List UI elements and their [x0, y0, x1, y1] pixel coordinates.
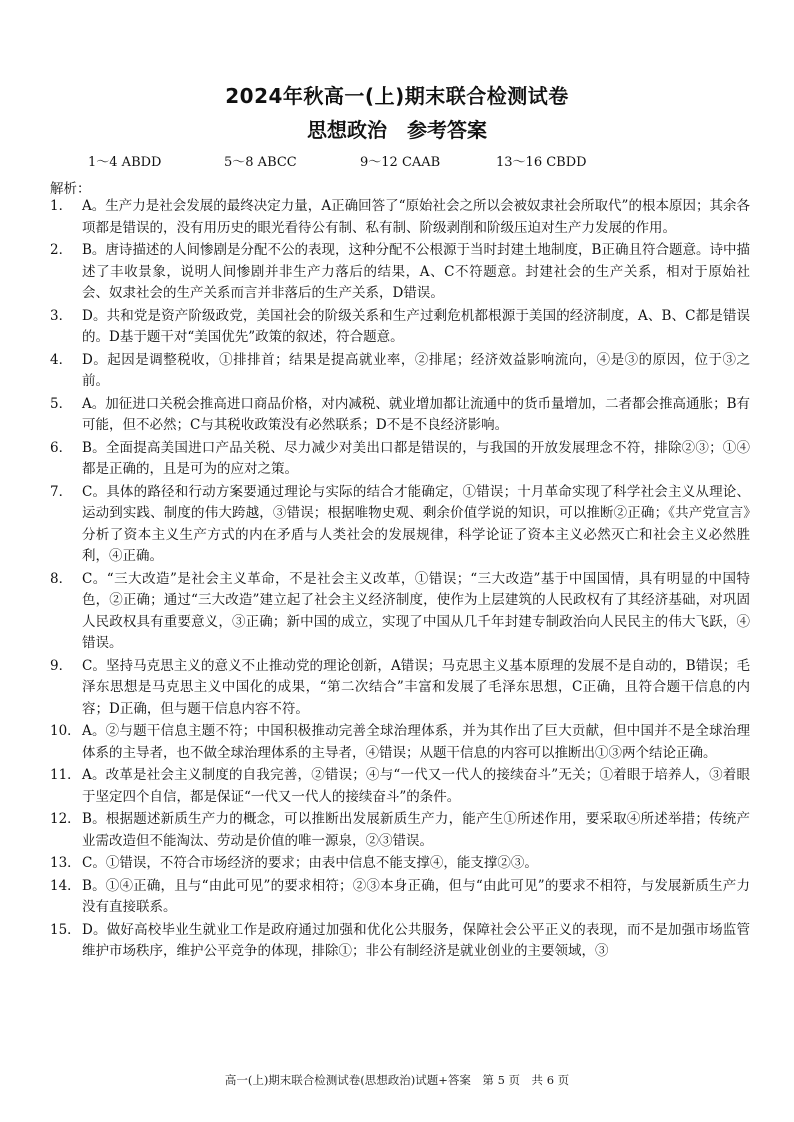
analysis-item	[50, 765, 750, 808]
item-text: C。具体的路径和行动方案要通过理论与实际的结合才能确定，①错误；十月革命实现了科学社会主义从理论、运动到实践、制度的伟大跨越，③错误；根据唯物史观、剩余价值学说的知识，可以推断②正确；《共产党宣言》分析了资本主义生产方式的内在矛盾与人类社会的发展规律，科学论证了资本主义必然灭亡和社会主义必然胜利，④正确。	[82, 483, 750, 564]
item-number: 5．	[50, 395, 73, 412]
item-number: 1．	[50, 198, 73, 214]
answer-group: 5～8 ABCC	[224, 155, 297, 170]
item-number: 10．	[50, 723, 81, 739]
analysis-item	[50, 920, 750, 963]
item-number: 11．	[50, 767, 81, 783]
item-text: D。共和党是资产阶级政党，美国社会的阶级关系和生产过剩危机都根源于美国的经济制度，A、B、C都是错误的。D基于题干对“美国优先”政策的叙述，符合题意。	[82, 307, 750, 345]
answer-group: 9～12 CAAB	[360, 155, 441, 170]
item-number: 3．	[50, 307, 73, 324]
item-number: 9．	[50, 657, 73, 674]
answer-key	[88, 151, 632, 170]
page-subtitle: 思想政治 参考答案	[307, 118, 487, 142]
analysis-item	[50, 196, 750, 239]
item-text: D。起因是调整税收，①排排首；结果是提高就业率，②排尾；经济效益影响流向，④是③的原因，位于③之前。	[82, 351, 750, 389]
item-text: B。全面提高美国进口产品关税、尽力减少对美出口都是错误的，与我国的开放发展理念不符，排除②③；①④都是正确的，且是可为的应对之策。	[82, 439, 750, 477]
item-text: A。生产力是社会发展的最终决定力量，A正确回答了“原始社会之所以会被奴隶社会所取代”的根本原因；其余各项都是错误的，没有用历史的眼光看待公有制、私有制、阶级剥削和阶级压迫对生产力发展的作用。	[82, 198, 750, 236]
item-text: B。唐诗描述的人间惨剧是分配不公的表现，这种分配不公根源于当时封建土地制度，B正确且符合题意。诗中描述了丰收景象，说明人间惨剧并非生产力落后的结果，A、C不符题意。封建社会的生产关系，相对于原始社会、奴隶社会的生产关系而言并非落后的生产关系，D错误。	[82, 242, 750, 301]
item-text: B。①④正确，且与“由此可见”的要求相符；②③本身正确，但与“由此可见”的要求不相符，与发展新质生产力没有直接联系。	[82, 877, 750, 915]
analysis-item	[50, 569, 750, 655]
item-number: 4．	[50, 351, 73, 368]
answer-group: 1～4 ABDD	[88, 155, 162, 170]
analysis-item	[50, 853, 750, 875]
item-number: 2．	[50, 242, 73, 258]
item-text: D。做好高校毕业生就业工作是政府通过加强和优化公共服务，保障社会公平正义的表现，而不是加强市场监管维护市场秩序，维护公平竞争的体现，排除①；非公有制经济是就业创业的主要领域，③	[82, 921, 750, 959]
page-title: 2024年秋高一(上)期末联合检测试卷	[225, 84, 569, 108]
analysis-item	[50, 482, 750, 568]
analysis-item	[50, 240, 750, 305]
analysis-item	[50, 809, 750, 852]
item-number: 12．	[50, 811, 81, 827]
item-number: 6．	[50, 439, 73, 456]
item-number: 8．	[50, 570, 73, 587]
item-number: 13．	[50, 855, 81, 871]
item-text: C。坚持马克思主义的意义不止推动党的理论创新，A错误；马克思主义基本原理的发展不是自动的，B错误；毛泽东思想是马克思主义中国化的成果，“第二次结合”丰富和发展了毛泽东思想，C正确，且符合题干信息的内容；D正确，但与题干信息内容不符。	[82, 657, 750, 717]
item-number: 15．	[50, 921, 81, 938]
analysis-list	[50, 196, 750, 964]
analysis-item	[50, 306, 750, 349]
item-text: C。“三大改造”是社会主义革命，不是社会主义改革，①错误；“三大改造”基于中国国情，具有明显的中国特色，②正确；通过“三大改造”建立起了社会主义经济制度，使作为上层建筑的人民政权有了其经济基础，对巩固人民政权具有重要意义，③正确；新中国的成立，实现了中国从几千年封建专制政治向人民民主的伟大飞跃，④错误。	[82, 570, 750, 651]
analysis-item	[50, 721, 750, 764]
analysis-item	[50, 394, 750, 437]
item-text: A。②与题干信息主题不符；中国积极推动完善全球治理体系，并为其作出了巨大贡献，但中国并不是全球治理体系的主导者，也不做全球治理体系的主导者，④错误；从题干信息的内容可以推断出①③两个结论正确。	[82, 723, 750, 761]
item-text: A。改革是社会主义制度的自我完善，②错误；④与“一代又一代人的接续奋斗”无关；①着眼于培养人，③着眼于坚定四个自信，都是保证“一代又一代人的接续奋斗”的条件。	[82, 767, 750, 805]
analysis-item	[50, 438, 750, 481]
item-text: A。加征进口关税会推高进口商品价格，对内减税、就业增加都让流通中的货币量增加，二者都会推高通胀；B有可能，但不必然；C与其税收政策没有必然联系；D不是不良经济影响。	[82, 395, 750, 433]
item-text: C。①错误，不符合市场经济的要求；由表中信息不能支撑④，能支撑②③。	[82, 855, 538, 871]
item-number: 7．	[50, 483, 73, 500]
page-footer: 高一(上)期末联合检测试卷(思想政治)试题+答案 第 5 页 共 6 页	[224, 1073, 570, 1087]
item-number: 14．	[50, 877, 81, 894]
analysis-label: 解析：	[50, 181, 91, 197]
answer-group: 13～16 CBDD	[496, 155, 587, 170]
analysis-item	[50, 350, 750, 393]
analysis-item	[50, 876, 750, 919]
item-text: B。根据题述新质生产力的概念，可以推断出发展新质生产力，能产生①所述作用，要采取④所述举措；传统产业需改造但不能淘汰、劳动是价值的唯一源泉，②③错误。	[82, 811, 750, 849]
analysis-item	[50, 656, 750, 721]
